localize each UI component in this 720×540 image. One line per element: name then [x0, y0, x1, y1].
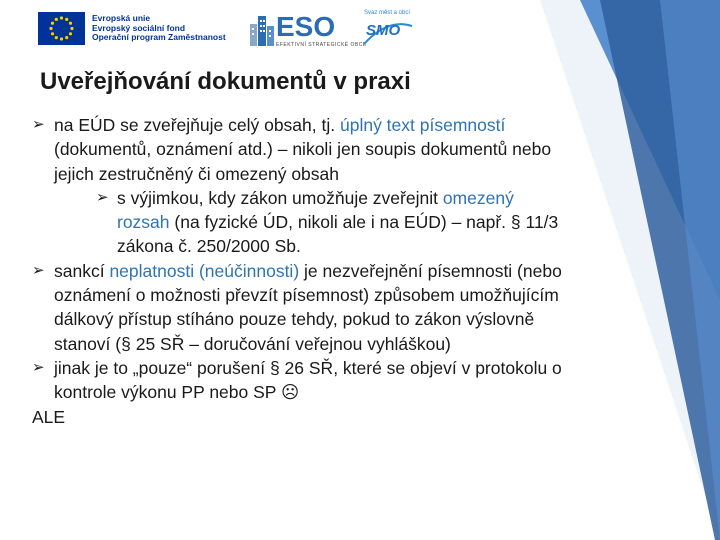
- eu-flag-icon: [38, 12, 85, 45]
- eu-line-2: Evropský sociální fond: [92, 22, 186, 33]
- closing-text: ALE: [32, 406, 66, 427]
- bullet-1: [32, 113, 567, 186]
- eso-tagline: EFEKTIVNÍ STRATEGICKÉ OBCE: [276, 42, 367, 48]
- smo-top-text: Svaz měst a obcí: [364, 10, 411, 16]
- eu-line-3: Operační program Zaměstnanost: [92, 32, 226, 43]
- arrow-bullet-icon: ➢: [32, 261, 45, 279]
- eso-wordmark: ESO: [276, 11, 336, 42]
- bullet-2: [32, 259, 567, 356]
- bullet-1-text-a: na EÚD se zveřejňuje celý obsah, tj.: [54, 115, 340, 135]
- sub-bullet-1-text-b: (na fyzické ÚD, nikoli ale i na EÚD) – např. § 11/3 zákona č. 250/2000 Sb.: [117, 212, 559, 257]
- bullet-2-text-b: je nezveřejnění písemnosti (nebo oznámení o možnosti převzít písemnost) způsobem umožňujícím dálkový přístup stíháno pouze tehdy, pokud to zákon výslovně stanoví (§ 25 SŘ – doručování veřejnou vyhláškou): [54, 260, 562, 354]
- arrow-bullet-icon: ➢: [32, 358, 45, 376]
- sad-face-icon: ☹: [281, 382, 300, 403]
- decorative-strip: [540, 0, 720, 540]
- sub-bullet-1-text-a: s výjimkou, kdy zákon umožňuje zveřejnit: [117, 187, 443, 208]
- smo-logo: [360, 10, 420, 50]
- bullet-3-text: jinak je to „pouze“ porušení § 26 SŘ, které se objeví v protokolu o kontrole výkonu PP nebo SP: [54, 357, 562, 403]
- arrow-bullet-icon: ➢: [96, 188, 109, 206]
- sub-bullet-1: [32, 186, 567, 259]
- eu-line-1: Evropská unie: [92, 13, 151, 24]
- bullet-1-highlight: úplný text písemností: [339, 115, 506, 135]
- slide-title: Uveřejňování dokumentů v praxi: [40, 68, 411, 95]
- buildings-icon: [248, 12, 276, 48]
- eu-logo-text: [92, 14, 226, 43]
- bullet-1-text-b: (dokumentů, oznámení atd.) – nikoli jen soupis dokumentů nebo jejich zestručněný či omezený obsah: [54, 139, 552, 184]
- slide-content: [32, 113, 567, 429]
- sub-bullet-1-highlight: omezený rozsah: [117, 187, 514, 233]
- eu-logo: [38, 12, 226, 45]
- eso-logo: [248, 10, 367, 50]
- arrow-bullet-icon: ➢: [32, 116, 45, 133]
- bullet-3: [32, 356, 567, 405]
- bullet-2-highlight: neplatnosti (neúčinnosti): [109, 260, 300, 281]
- bullet-2-text-a: sankcí: [54, 260, 110, 281]
- smo-wordmark: SMO: [366, 22, 401, 39]
